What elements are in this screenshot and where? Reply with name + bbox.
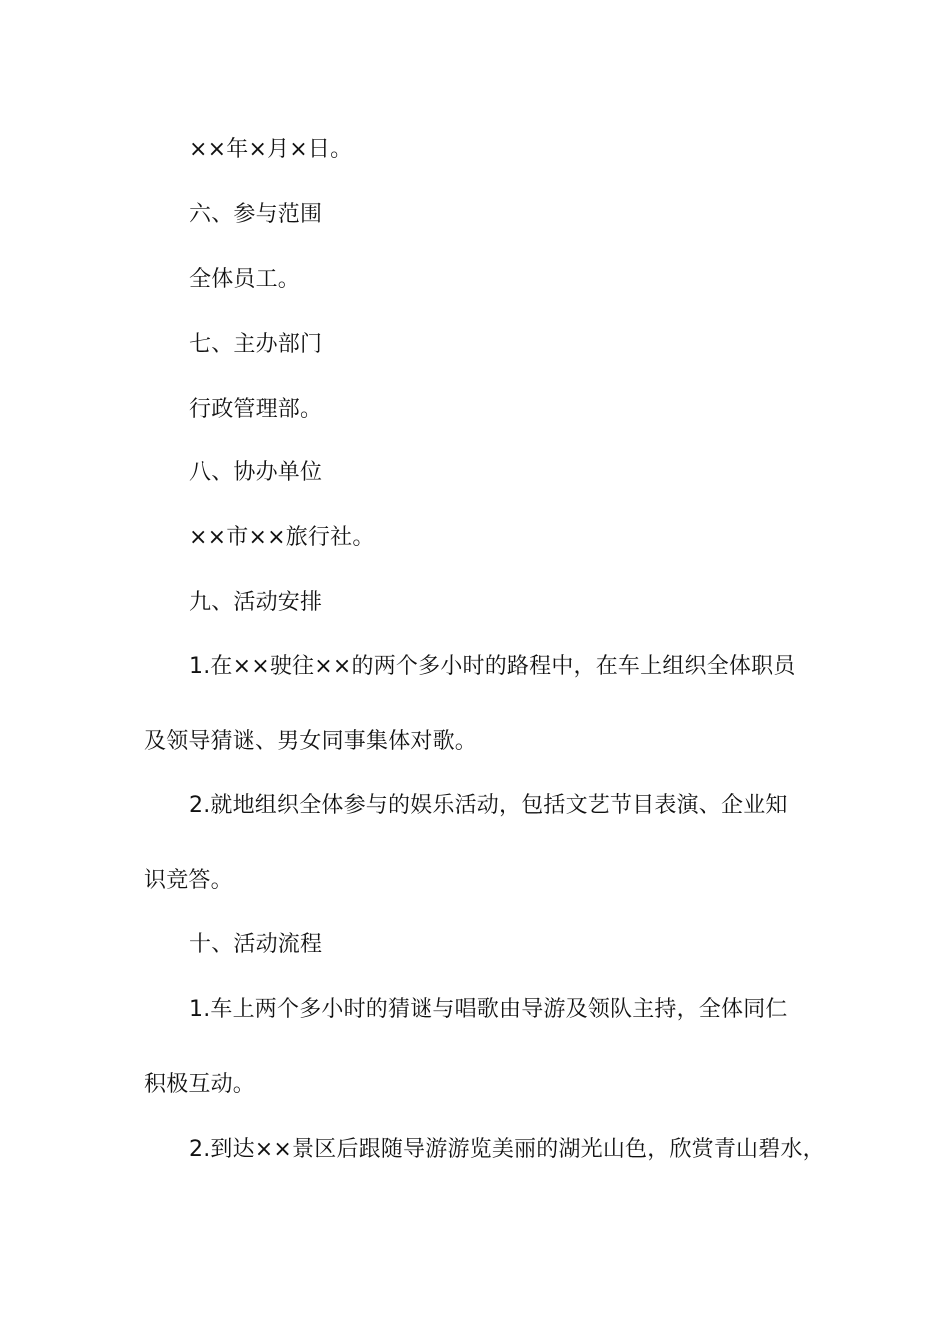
date-line: ××年×月×日。: [189, 137, 353, 162]
scope-text: 全体员工。: [189, 267, 301, 292]
host-text: 行政管理部。: [189, 397, 323, 422]
process-item-2-line-1: 2.到达××景区后跟随导游游览美丽的湖光山色，欣赏青山碧水，: [189, 1137, 825, 1162]
process-item-1-line-1: 1.车上两个多小时的猜谜与唱歌由导游及领队主持，全体同仁: [189, 997, 788, 1022]
section-heading-process: 十、活动流程: [189, 932, 323, 957]
process-item-1-line-2: 积极互动。: [144, 1072, 256, 1097]
co-organizer-text: ××市××旅行社。: [189, 525, 375, 550]
arrangement-item-2-line-1: 2.就地组织全体参与的娱乐活动，包括文艺节目表演、企业知: [189, 793, 788, 818]
section-heading-host: 七、主办部门: [189, 332, 323, 357]
section-heading-co-organizer: 八、协办单位: [189, 460, 323, 485]
arrangement-item-2-line-2: 识竞答。: [144, 868, 233, 893]
section-heading-arrangement: 九、活动安排: [189, 590, 323, 615]
arrangement-item-1-line-1: 1.在××驶往××的两个多小时的路程中，在车上组织全体职员: [189, 654, 796, 679]
arrangement-item-1-line-2: 及领导猜谜、男女同事集体对歌。: [144, 729, 478, 754]
section-heading-scope: 六、参与范围: [189, 202, 323, 227]
